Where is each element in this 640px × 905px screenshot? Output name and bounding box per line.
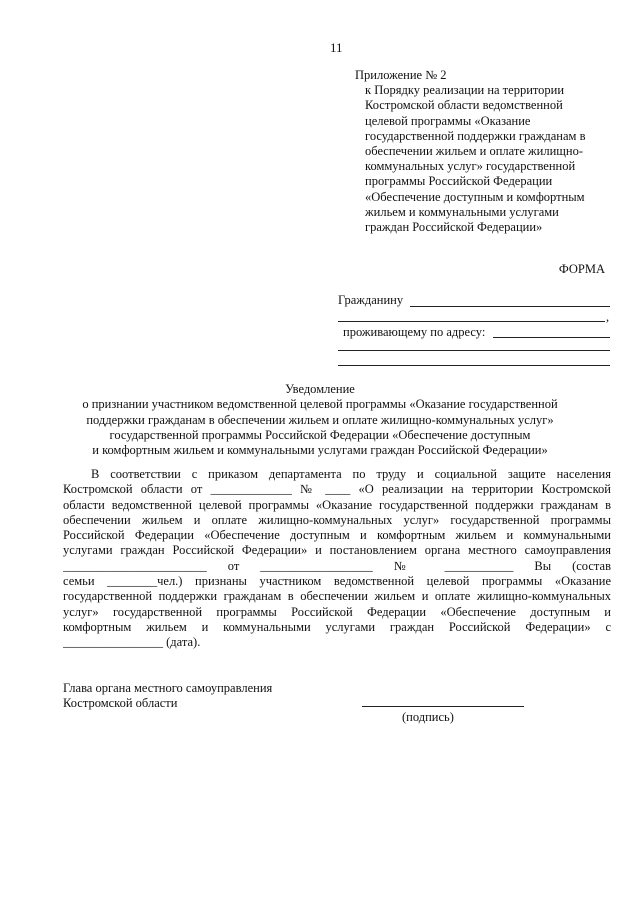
appendix-line: программы Российской Федерации <box>365 174 553 189</box>
trailing-comma: , <box>606 310 610 324</box>
page-number: 11 <box>330 40 343 55</box>
appendix-line: обеспечении жильем и оплате жилищно- <box>365 144 583 159</box>
address-line[interactable] <box>493 337 610 338</box>
appendix-line: граждан Российской Федерации» <box>365 220 543 235</box>
signature-line[interactable] <box>362 706 524 707</box>
signature-caption: (подпись) <box>402 710 454 724</box>
body-line: услуг» государственной программы Российской Федерации «Обеспечение доступным и <box>63 604 611 619</box>
signature-position <box>63 681 272 712</box>
body-line: Российской Федерации «Обеспечение доступным и комфортным жильем и коммунальными <box>63 528 611 543</box>
body-line: государственной поддержки гражданам в обеспечении жильем и оплате жилищно-коммунальных <box>63 589 611 604</box>
appendix-block <box>355 68 625 235</box>
appendix-line: «Обеспечение доступным и комфортным <box>365 189 585 204</box>
appendix-line: государственной поддержки гражданам в <box>365 128 586 143</box>
notice-subtitle-line: поддержки гражданам в обеспечении жильем и оплате жилищно-коммунальных услуг» <box>86 412 554 427</box>
body-line: услугами граждан Российской Федерации» и постановлением органа местного самоуправления <box>63 543 611 558</box>
citizen-label: Гражданину <box>338 293 404 307</box>
body-line: семьи ________чел.) признаны участником ведомственной целевой программы «Оказание <box>63 574 611 589</box>
notice-title: Уведомление <box>285 382 355 396</box>
notice-title-block <box>0 382 640 458</box>
address-line-3[interactable] <box>338 365 610 366</box>
notice-subtitle-line: о признании участником ведомственной целевой программы «Оказание государственной <box>82 397 558 412</box>
body-line: В соответствии с приказом департамента по труду и социальной защите населения <box>91 467 611 481</box>
signature-position-line2: Костромской области <box>63 696 178 711</box>
citizen-name-line[interactable] <box>410 306 610 307</box>
notice-body <box>63 467 611 651</box>
body-line: обеспечении жильем и оплате жилищно-коммунальных услуг» государственной программы <box>63 512 611 527</box>
appendix-line: жильем и коммунальными услугами <box>365 204 559 219</box>
signature-position-line1: Глава органа местного самоуправления <box>63 681 273 695</box>
appendix-line: коммунальных услуг» государственной <box>365 159 576 174</box>
body-line: комфортным жильем и коммунальными услугами граждан Российской Федерации» с <box>63 619 611 634</box>
address-line-2[interactable] <box>338 350 610 351</box>
body-line: ________________ (дата). <box>63 635 201 650</box>
address-label: проживающему по адресу: <box>343 325 486 339</box>
appendix-line: Костромской области ведомственной <box>365 98 563 113</box>
notice-subtitle-line: и комфортным жильем и коммунальными услугами граждан Российской Федерации» <box>92 443 548 458</box>
form-label: ФОРМА <box>558 262 605 276</box>
body-line: области ведомственной целевой программы «Оказание государственной поддержки гражданам в <box>63 497 611 512</box>
citizen-name-line-2[interactable] <box>338 321 605 322</box>
appendix-line: целевой программы «Оказание <box>365 113 531 128</box>
appendix-line: к Порядку реализации на территории <box>365 83 565 98</box>
notice-subtitle-line: государственной программы Российской Федерации «Обеспечение доступным <box>109 427 531 442</box>
body-line: Костромской области от _____________ № ____ «О реализации на территории Костромской <box>63 482 611 497</box>
appendix-title: Приложение № 2 <box>355 68 447 82</box>
body-line: _______________________ от __________________ № ___________ Вы (состав <box>63 558 611 573</box>
